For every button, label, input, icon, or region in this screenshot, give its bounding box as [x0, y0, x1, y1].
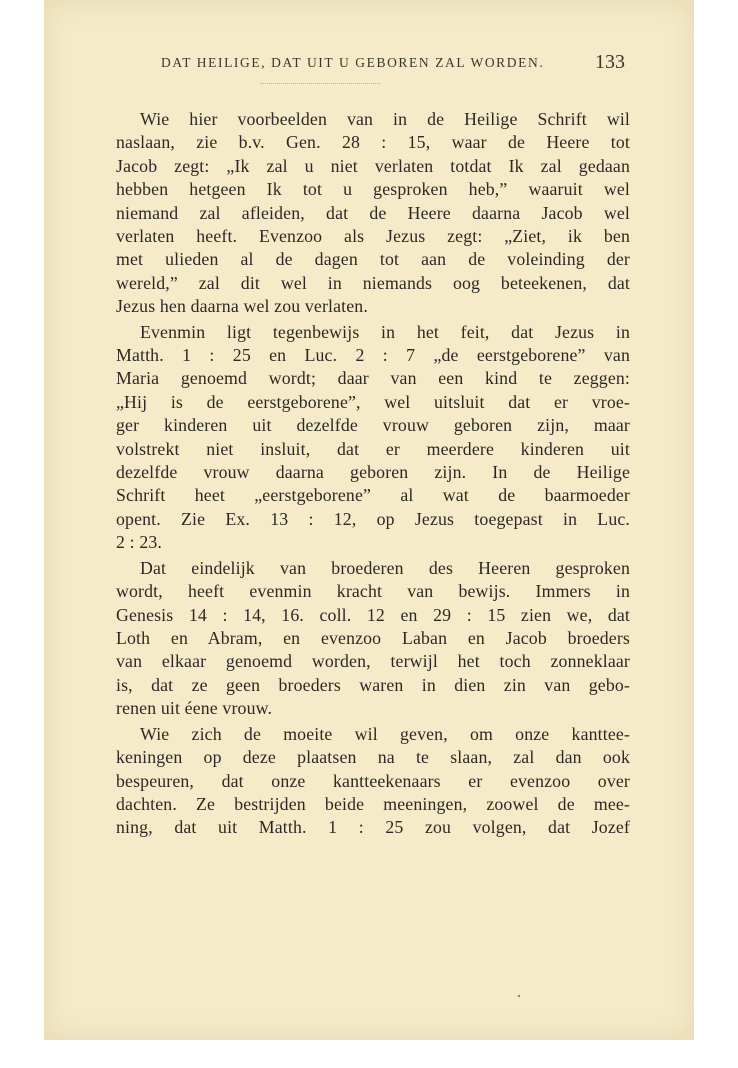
text-line: Dat eindelijk van broederen des Heeren gesproken: [140, 557, 630, 578]
paragraph-3: [116, 557, 630, 721]
body-text: [116, 108, 630, 842]
text-line: verlaten heeft. Evenzoo als Jezus zegt: „Ziet, ik ben: [116, 225, 630, 246]
text-line: hebben hetgeen Ik tot u gesproken heb,” waaruit wel: [116, 179, 630, 200]
page-number: 133: [595, 51, 625, 73]
text-line: ning, dat uit Matth. 1 : 25 zou volgen, dat Jozef: [116, 817, 630, 838]
text-line: Jezus hen daarna wel zou verlaten.: [116, 296, 368, 317]
text-line: niemand zal afleiden, dat de Heere daarna Jacob wel: [116, 202, 630, 223]
running-title: DAT HEILIGE, DAT UIT U GEBOREN ZAL WORDEN.: [161, 55, 545, 70]
text-line: van elkaar genoemd worden, terwijl het toch zonneklaar: [116, 651, 630, 672]
header-rule: [260, 83, 380, 85]
text-line: ger kinderen uit dezelfde vrouw geboren zijn, maar: [116, 415, 630, 436]
text-line: 2 : 23.: [116, 532, 162, 553]
paragraph-2: [116, 321, 630, 555]
text-line: Loth en Abram, en evenzoo Laban en Jacob broeders: [116, 627, 630, 648]
text-line: Evenmin ligt tegenbewijs in het feit, dat Jezus in: [140, 321, 630, 342]
text-line: Schrift heet „eerstgeborene” al wat de baarmoeder: [116, 485, 630, 506]
text-line: keningen op deze plaatsen na te slaan, zal dan ook: [116, 747, 630, 768]
text-line: Wie hier voorbeelden van in de Heilige Schrift wil: [140, 109, 630, 129]
text-line: Jacob zegt: „Ik zal u niet verlaten totdat Ik zal gedaan: [116, 155, 630, 176]
text-line: bespeuren, dat onze kantteekenaars er evenzoo over: [116, 770, 630, 791]
paragraph-4: [116, 723, 630, 840]
text-line: is, dat ze geen broeders waren in dien zin van gebo-: [116, 674, 630, 695]
text-line: renen uit éene vrouw.: [116, 698, 273, 719]
text-line: Matth. 1 : 25 en Luc. 2 : 7 „de eerstgeborene” van: [116, 345, 630, 366]
text-line: wordt, heeft evenmin kracht van bewijs. Immers in: [116, 581, 630, 602]
text-line: Maria genoemd wordt; daar van een kind te zeggen:: [116, 368, 630, 389]
text-line: volstrekt niet insluit, dat er meerdere kinderen uit: [116, 438, 630, 459]
text-line: met ulieden al de dagen tot aan de voleinding der: [116, 249, 630, 270]
text-line: wereld,” zal dit wel in niemands oog beteekenen, dat: [116, 272, 630, 293]
text-line: opent. Zie Ex. 13 : 12, op Jezus toegepast in Luc.: [116, 508, 630, 529]
ink-speck: [518, 995, 520, 997]
text-line: dezelfde vrouw daarna geboren zijn. In de Heilige: [116, 462, 630, 483]
text-line: naslaan, zie b.v. Gen. 28 : 15, waar de Heere tot: [116, 132, 630, 153]
book-page: [44, 0, 694, 1040]
text-line: Genesis 14 : 14, 16. coll. 12 en 29 : 15 zien we, dat: [116, 604, 630, 625]
text-line: dachten. Ze bestrijden beide meeningen, zoowel de mee-: [116, 793, 630, 814]
text-line: Wie zich de moeite wil geven, om onze kanttee-: [140, 723, 630, 744]
paragraph-1: [116, 108, 630, 319]
text-line: „Hij is de eerstgeborene”, wel uitsluit dat er vroe-: [116, 391, 630, 412]
